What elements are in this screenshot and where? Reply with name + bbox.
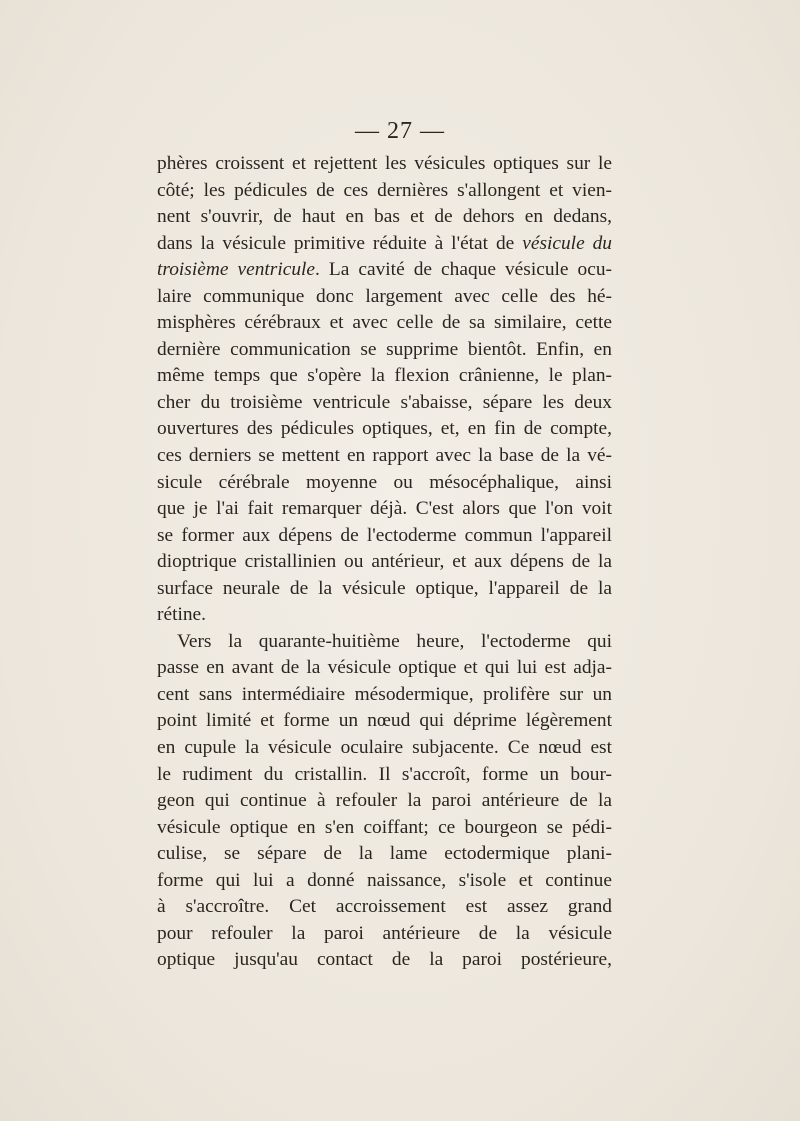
- page-number: — 27 —: [355, 118, 445, 144]
- text-line: sicule cérébrale moyenne ou mésocéphalique, ainsi: [157, 471, 612, 493]
- text-line: le rudiment du cristallin. Il s'accroît, forme un bour-: [157, 763, 612, 785]
- text-segment: dans la vésicule primitive réduite à l'état de: [157, 232, 515, 254]
- text-line: dioptrique cristallinien ou antérieur, et aux dépens de la: [157, 551, 612, 573]
- text-line: optique jusqu'au contact de la paroi postérieure,: [157, 949, 612, 971]
- italic-term: troisième ventricule: [157, 259, 316, 281]
- text-line: Vers la quarante-huitième heure, l'ectoderme qui: [177, 630, 612, 652]
- text-line: se former aux dépens de l'ectoderme commun l'appareil: [157, 524, 612, 546]
- body-text: [157, 151, 612, 974]
- text-line: côté; les pédicules de ces dernières s'allongent et vien-: [157, 179, 612, 201]
- text-line: point limité et forme un nœud qui déprime légèrement: [157, 710, 612, 732]
- text-line: forme qui lui a donné naissance, s'isole et continue: [157, 869, 612, 891]
- text-line: surface neurale de la vésicule optique, l'appareil de la: [157, 577, 612, 599]
- text-line: en cupule la vésicule oculaire subjacente. Ce nœud est: [157, 737, 612, 759]
- text-line: ouvertures des pédicules optiques, et, en fin de compte,: [157, 418, 612, 440]
- text-line: [157, 257, 612, 284]
- italic-term: vésicule du: [522, 232, 612, 254]
- text-line: vésicule optique en s'en coiffant; ce bourgeon se pédi-: [157, 816, 612, 838]
- text-line: à s'accroître. Cet accroissement est assez grand: [157, 896, 612, 918]
- text-line: culise, se sépare de la lame ectodermique plani-: [157, 843, 612, 865]
- text-line: pour refouler la paroi antérieure de la vésicule: [157, 922, 612, 944]
- text-line: cent sans intermédiaire mésodermique, prolifère sur un: [157, 683, 612, 705]
- text-line: ces derniers se mettent en rapport avec la base de la vé-: [157, 445, 612, 467]
- text-line: rétine.: [157, 604, 206, 626]
- text-line: phères croissent et rejettent les vésicules optiques sur le: [157, 153, 612, 174]
- text-line: [157, 231, 612, 258]
- text-segment: . La cavité de chaque vésicule ocu-: [315, 259, 612, 281]
- text-line: même temps que s'opère la flexion crânienne, le plan-: [157, 365, 612, 387]
- text-line: misphères cérébraux et avec celle de sa similaire, cette: [157, 312, 612, 334]
- text-line: geon qui continue à refouler la paroi antérieure de la: [157, 790, 612, 812]
- text-line: laire communique donc largement avec celle des hé-: [157, 285, 612, 307]
- text-line: que je l'ai fait remarquer déjà. C'est alors que l'on voit: [157, 498, 612, 520]
- text-line: dernière communication se supprime bientôt. Enfin, en: [157, 338, 612, 360]
- text-line: nent s'ouvrir, de haut en bas et de dehors en dedans,: [157, 206, 612, 228]
- text-line: cher du troisième ventricule s'abaisse, sépare les deux: [157, 391, 612, 413]
- text-line: passe en avant de la vésicule optique et qui lui est adja-: [157, 657, 612, 679]
